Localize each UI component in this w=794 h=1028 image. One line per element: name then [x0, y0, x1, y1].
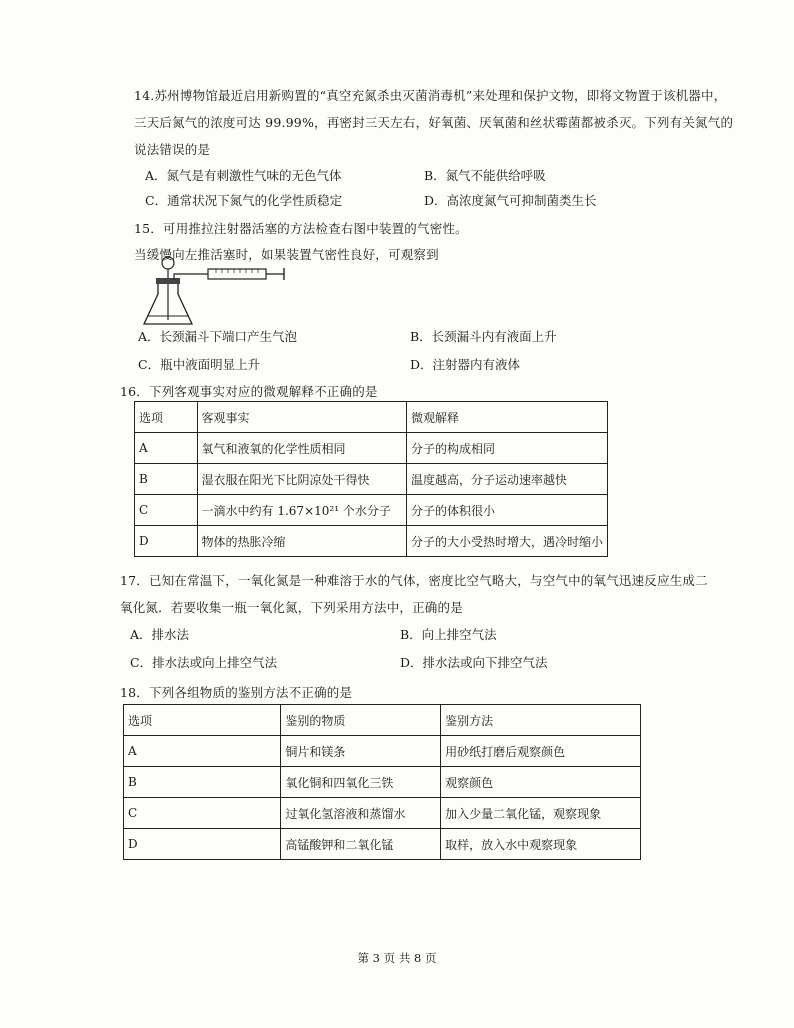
q17-stem-line2: 氧化氮．若要收集一瓶一氧化氮，下列采用方法中，正确的是 — [120, 600, 463, 615]
q16-stem: 16．下列客观事实对应的微观解释不正确的是 — [120, 384, 378, 399]
q15-stem-line1: 15．可用推拉注射器活塞的方法检查右图中装置的气密性。 — [134, 221, 468, 236]
q14-option-a: A．氮气是有刺激性气味的无色气体 — [145, 168, 342, 183]
table-cell: 分子的构成相同 — [406, 433, 607, 464]
table-header-row — [135, 402, 608, 433]
q14-stem-line3: 说法错误的是 — [134, 142, 211, 157]
table-cell: 观察颜色 — [441, 767, 641, 798]
table-cell: 湿衣服在阳光下比阴凉处干得快 — [197, 464, 406, 495]
q16-table — [134, 401, 608, 557]
table-row — [124, 767, 641, 798]
table-cell: 氧化铜和四氧化三铁 — [281, 767, 441, 798]
table-header-cell: 微观解释 — [406, 402, 607, 433]
table-cell: 加入少量二氧化锰，观察现象 — [441, 798, 641, 829]
q17-option-d: D．排水法或向下排空气法 — [400, 655, 548, 670]
syringe-scale — [216, 269, 258, 273]
q14-option-d: D．高浓度氮气可抑制菌类生长 — [424, 193, 597, 208]
q17-stem-line1: 17．已知在常温下，一氧化氮是一种难溶于水的气体，密度比空气略大，与空气中的氧气迅速反应生成二 — [120, 573, 708, 588]
table-cell: 取样，放入水中观察现象 — [441, 829, 641, 860]
q15-option-d: D．注射器内有液体 — [410, 357, 521, 372]
q15-option-b: B．长颈漏斗内有液面上升 — [410, 329, 557, 344]
flask-stopper — [156, 278, 180, 284]
table-row — [124, 829, 641, 860]
table-cell: 分子的大小受热时增大，遇冷时缩小 — [406, 526, 607, 557]
table-header-row — [124, 705, 641, 736]
q17-option-c: C．排水法或向上排空气法 — [130, 655, 278, 670]
table-cell: A — [135, 433, 198, 464]
q17-option-b: B．向上排空气法 — [400, 627, 497, 642]
table-row — [124, 798, 641, 829]
table-header-cell: 选项 — [124, 705, 281, 736]
page-number-footer: 第 3 页 共 8 页 — [357, 951, 437, 965]
table-cell: C — [124, 798, 281, 829]
apparatus-diagram — [138, 254, 288, 332]
table-cell: 过氧化氢溶液和蒸馏水 — [281, 798, 441, 829]
q14-stem-line1: 14.苏州博物馆最近启用新购置的“真空充氮杀虫灭菌消毒机”来处理和保护文物，即将文物置于该机器中， — [134, 88, 727, 103]
table-cell: 氧气和液氧的化学性质相同 — [197, 433, 406, 464]
table-header-cell: 鉴别的物质 — [281, 705, 441, 736]
syringe-barrel — [208, 269, 266, 279]
table-header-cell: 鉴别方法 — [441, 705, 641, 736]
q18-stem: 18．下列各组物质的鉴别方法不正确的是 — [120, 685, 353, 700]
q15-option-a: A．长颈漏斗下端口产生气泡 — [138, 329, 298, 344]
table-row — [135, 433, 608, 464]
table-cell: D — [124, 829, 281, 860]
q14-option-c: C．通常状况下氮气的化学性质稳定 — [145, 193, 343, 208]
table-cell: C — [135, 495, 198, 526]
table-cell: 物体的热胀冷缩 — [197, 526, 406, 557]
table-row — [135, 526, 608, 557]
q14-option-b: B．氮气不能供给呼吸 — [424, 168, 546, 183]
q14-stem-line2: 三天后氮气的浓度可达 99.99%，再密封三天左右，好氧菌、厌氧菌和丝状霉菌都被杀灭。下列有关氮气的 — [134, 115, 734, 130]
funnel-bulb — [162, 257, 174, 269]
table-cell: 温度越高，分子运动速率越快 — [406, 464, 607, 495]
q18-table — [123, 704, 641, 860]
table-header-cell: 选项 — [135, 402, 198, 433]
table-cell: A — [124, 736, 281, 767]
table-cell: 一滴水中约有 1.67×10²¹ 个水分子 — [197, 495, 406, 526]
table-cell: 分子的体积很小 — [406, 495, 607, 526]
q15-stem-line2: 当缓慢向左推活塞时，如果装置气密性良好，可观察到 — [134, 247, 439, 262]
table-cell: B — [124, 767, 281, 798]
table-cell: B — [135, 464, 198, 495]
table-row — [124, 736, 641, 767]
q15-option-c: C．瓶中液面明显上升 — [138, 357, 261, 372]
table-cell: 用砂纸打磨后观察颜色 — [441, 736, 641, 767]
table-cell: 铜片和镁条 — [281, 736, 441, 767]
q17-option-a: A．排水法 — [130, 627, 190, 642]
table-cell: 高锰酸钾和二氧化锰 — [281, 829, 441, 860]
table-header-cell: 客观事实 — [197, 402, 406, 433]
table-row — [135, 464, 608, 495]
table-row — [135, 495, 608, 526]
table-cell: D — [135, 526, 198, 557]
